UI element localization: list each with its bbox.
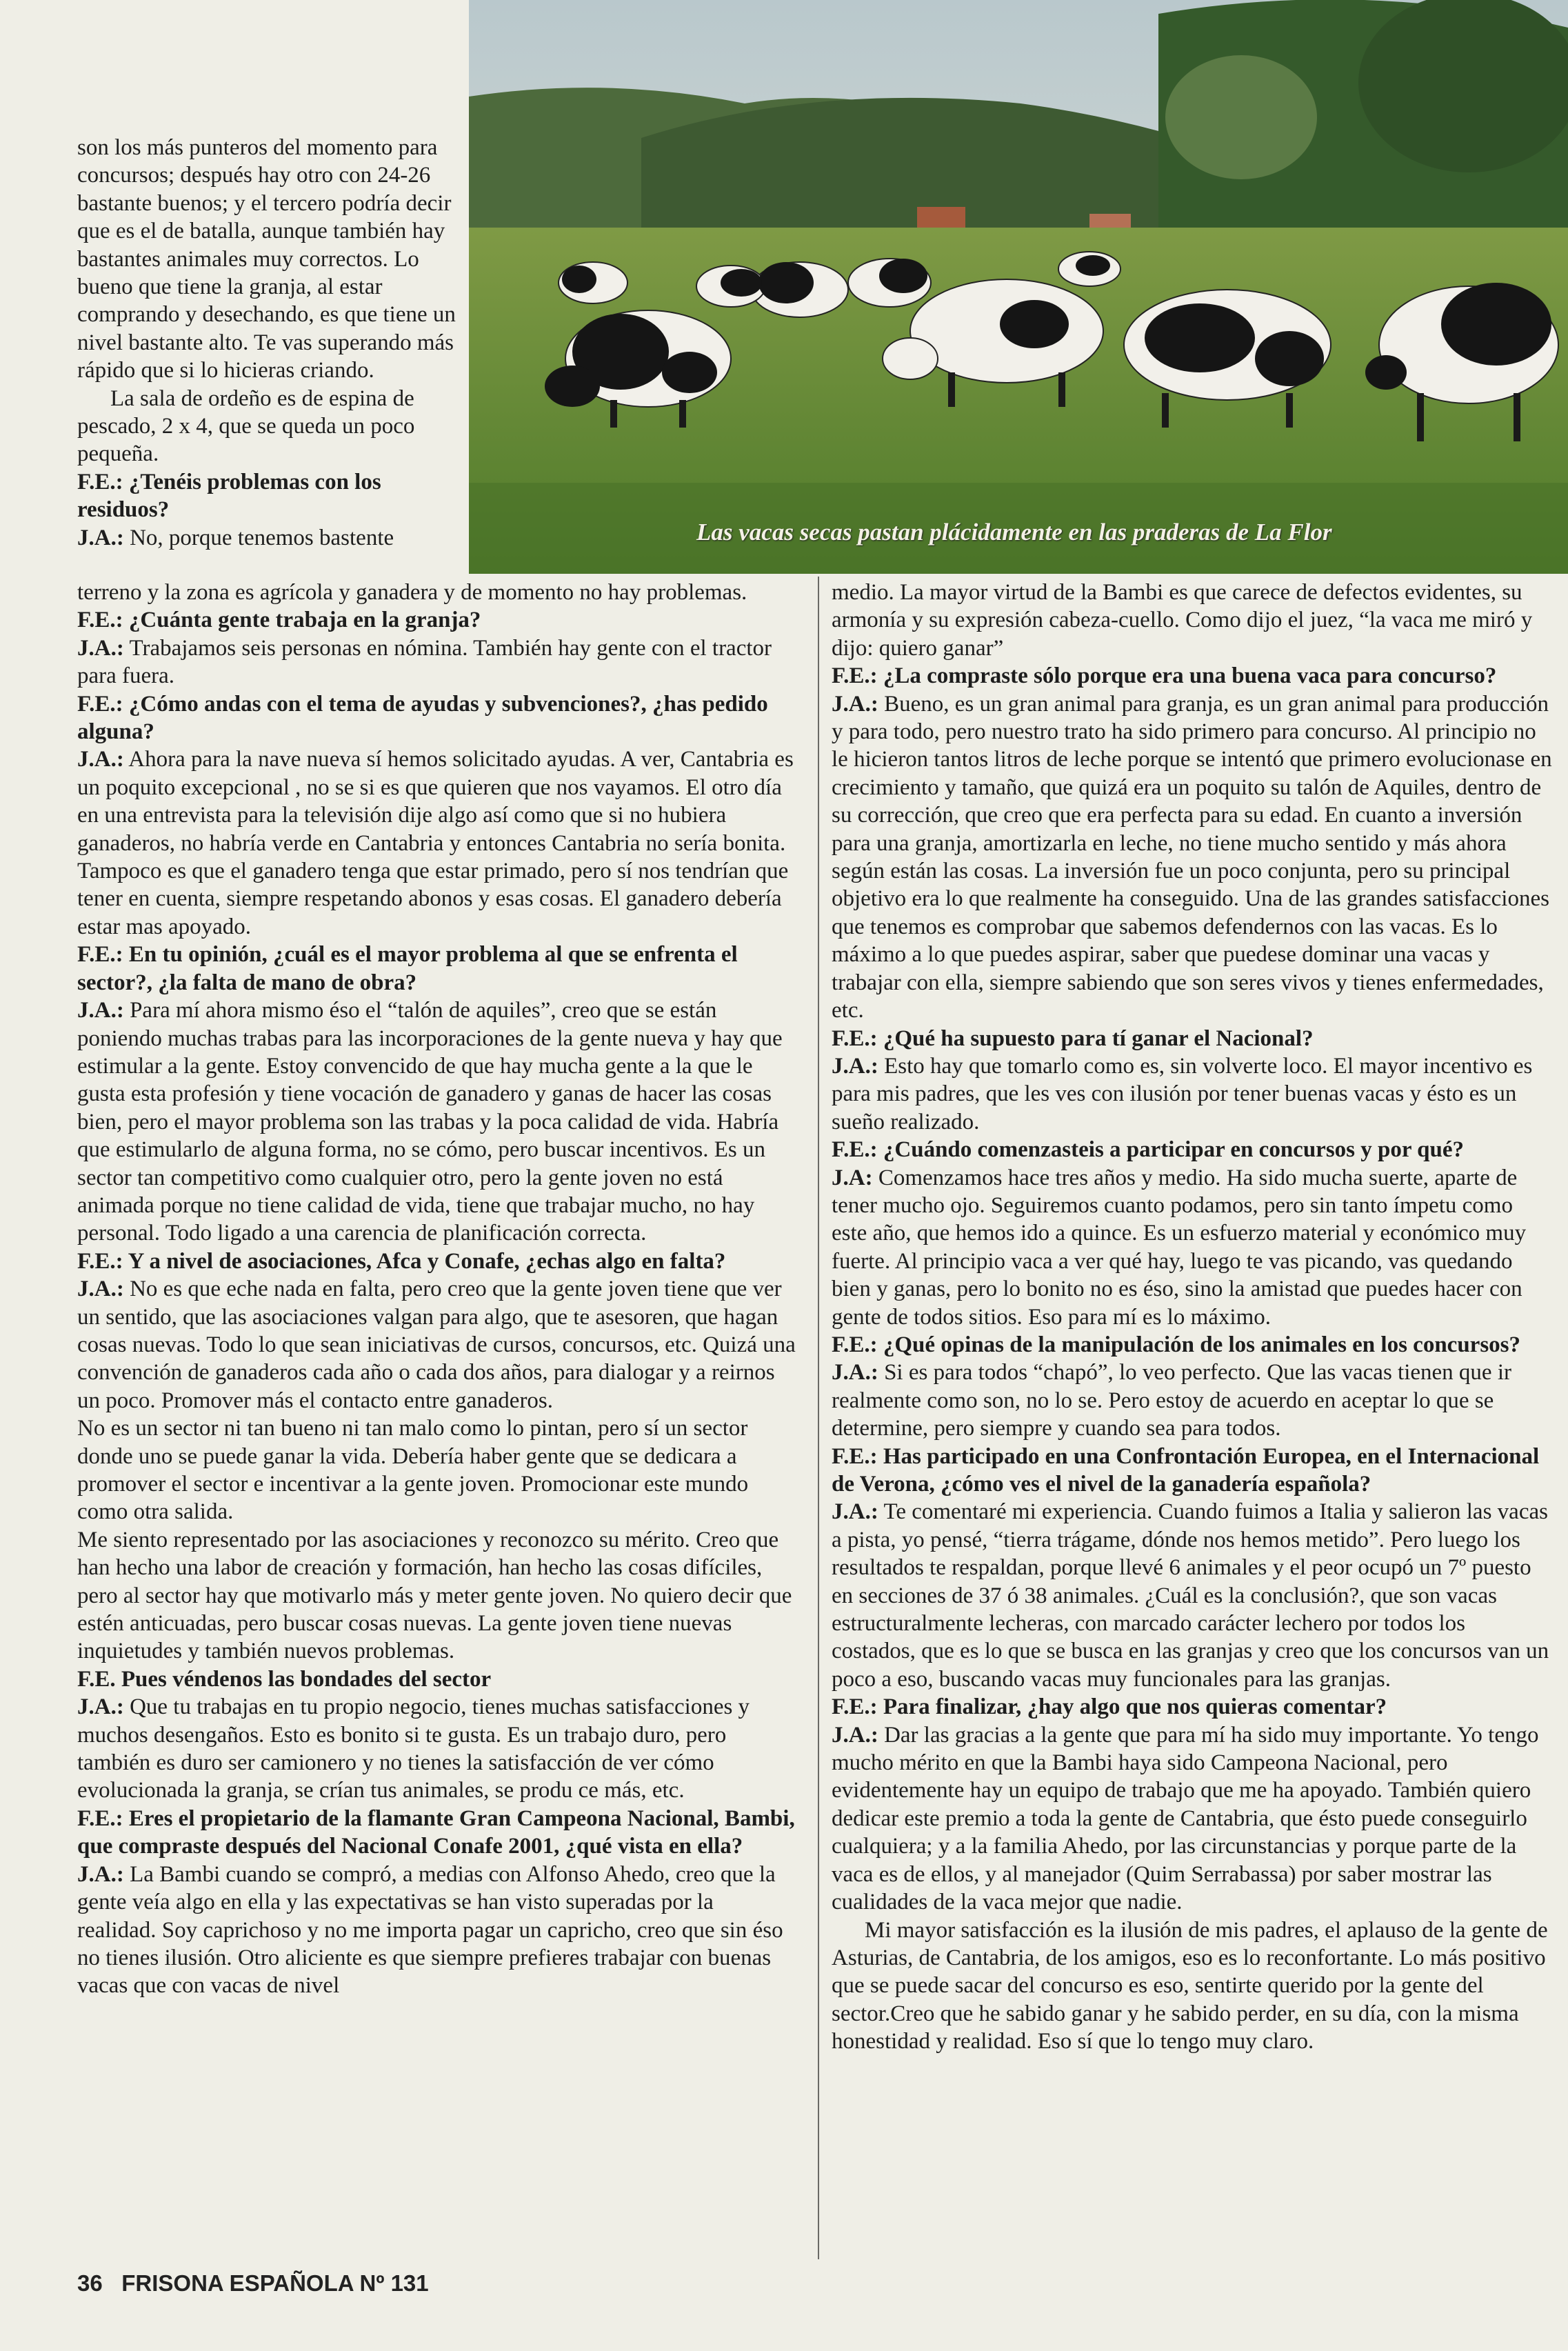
body-paragraph: son los más punteros del momento para concursos; después hay otro con 24-26 bastante buenos; y el tercero podría decir que es el de batalla, aunque también hay bastantes animales muy correctos. Lo bueno que tiene la granja, al estar comprando y desechando, es que tiene un nivel bastante alto. Te vas superando más rápido que si lo hicieras criando. — [77, 135, 456, 383]
column-left-top — [77, 134, 463, 552]
interview-question: F.E.: ¿Cómo andas con el tema de ayudas y subvenciones?, ¿has pedido alguna? — [77, 691, 768, 745]
interview-answer — [832, 1721, 1553, 1917]
answer-text: Te comentaré mi experiencia. Cuando fuimos a Italia y salieron las vacas a pista, yo pensé, “tierra trágame, dónde nos hemos metido”. Pero luego los resultados te respaldan, porque llevé 6 animales y el peor ocupó un 7º puesto en secciones de 37 ó 38 animales. ¿Cuál es la conclusión?, que son vacas estructuralmente lecheras, con marcado carácter lechero por todos los costados, que es lo que se busca en las granjas y creo que los concursos van un poco a eso, buscando vacas muy funcionales para las granjas. — [832, 1499, 1549, 1692]
interview-answer — [77, 524, 463, 552]
interview-answer — [832, 1052, 1553, 1136]
answer-text: Si es para todos “chapó”, lo veo perfecto. Que las vacas tienen que ir realmente como son, no lo se. Pero estoy de acuerdo en aceptar lo que se determine, pero siempre y cuando sea para todos. — [832, 1360, 1511, 1441]
column-left — [77, 579, 796, 2000]
speaker-label: J.A.: — [77, 1277, 124, 1302]
interview-question: F.E.: ¿Cuándo comenzasteis a participar en concursos y por qué? — [832, 1137, 1465, 1163]
interview-answer — [77, 746, 796, 941]
interview-question: F.E.: Has participado en una Confrontación Europea, en el Internacional de Verona, ¿cómo ves el nivel de la ganadería española? — [832, 1443, 1540, 1497]
speaker-label: J.A.: — [77, 998, 124, 1023]
answer-text: Dar las gracias a la gente que para mí ha sido muy importante. Yo tengo mucho mérito en que la Bambi haya sido Campeona Nacional, pero evidentemente hay un equipo de trabajo que me ha apoyado. También quiero dedicar este premio a toda la gente de Cantabria, que ésto puede conseguirlo cualquiera; y a la familia Ahedo, por las circunstancias y porque parte de la vaca es de ellos, y al manejador (Quim Serrabassa) por saber mostrar las cualidades de la vaca mejor que nadie. — [832, 1722, 1539, 1915]
interview-answer — [832, 1164, 1553, 1331]
photo-caption: Las vacas secas pastan plácidamente en las praderas de La Flor — [696, 519, 1332, 546]
interview-answer — [77, 1275, 796, 1414]
answer-text: No, porque tenemos bastente — [123, 525, 394, 550]
interview-answer — [77, 634, 796, 690]
column-divider — [818, 577, 819, 2259]
interview-question: F.E.: ¿Cuánta gente trabaja en la granja? — [77, 608, 481, 633]
publication-name: FRISONA ESPAÑOLA Nº 131 — [121, 2270, 429, 2296]
page-number: 36 — [77, 2270, 103, 2296]
cows-pasture-photo — [469, 0, 1568, 574]
interview-question: F.E. Pues véndenos las bondades del sector — [77, 1666, 492, 1692]
speaker-label: J.A.: — [832, 1499, 878, 1525]
body-paragraph: No es un sector ni tan bueno ni tan malo como lo pintan, pero sí un sector donde uno se puede ganar la vida. Debería haber gente que se dedicara a promover el sector e incentivar a la gente joven. Promocionar este mundo como otra salida. — [77, 1416, 749, 1525]
interview-answer — [832, 1359, 1553, 1442]
answer-text: Comenzamos hace tres años y medio. Ha sido mucha suerte, aparte de tener mucho ojo. Seguiremos cuanto podamos, pero sin tanto ímpetu como este año, que hemos ido a quince. Es un esfuerzo material y económico muy fuerte. Al principio vaca a ver qué hay, luego te vas picando, vas quedando bien y ganas, pero lo bonito no es éso, sino la amistad que puedes hacer con gente de todos sitios. Eso para mí es lo máximo. — [832, 1165, 1527, 1330]
speaker-label: J.A.: — [77, 1694, 124, 1720]
interview-question: F.E.: Para finalizar, ¿hay algo que nos quieras comentar? — [832, 1694, 1387, 1720]
page-footer — [77, 2270, 429, 2297]
speaker-label: J.A.: — [77, 747, 124, 772]
speaker-label: J.A.: — [77, 635, 124, 661]
body-paragraph: terreno y la zona es agrícola y ganadera y de momento no hay problemas. — [77, 580, 747, 605]
interview-question: F.E.: Y a nivel de asociaciones, Afca y Conafe, ¿echas algo en falta? — [77, 1248, 726, 1274]
interview-answer — [832, 1498, 1553, 1693]
speaker-label: J.A.: — [832, 1053, 878, 1079]
answer-text: Bueno, es un gran animal para granja, es un gran animal para producción y para todo, pero nuestro trato ha sido primero para concurso. Al principio no le hicieron tantos litros de leche porque se intentó que primero evolucionase en crecimiento y tamaño, que quizá era un poquito su talón de Aquiles, dentro de su corrección, que creo que era perfecta para su edad. En cuanto a inversión para una granja, amortizarla en leche, no tiene mucho sentido y más ahora según están las cosas. La inversión fue un poco conjunta, pero su principal objetivo era lo que realmente ha conseguido. Una de las grandes satisfacciones que tenemos es comprobar que sabemos defendernos con las vacas. Es lo máximo a lo que puedes aspirar, saber que puedese dominar una vacas y trabajar con ella, siempre sabiendo que son seres vivos y tienes enfermedades, etc. — [832, 691, 1552, 1023]
answer-text: Trabajamos seis personas en nómina. También hay gente con el tractor para fuera. — [77, 635, 772, 689]
answer-text: Ahora para la nave nueva sí hemos solicitado ayudas. A ver, Cantabria es un poquito excepcional , no se si es que quieren que nos vayamos. El otro día en una entrevista para la televisión dije algo así como que si no hubiera ganaderos, no habría verde en Cantabria y entonces Cantabria no sería bonita. Tampoco es que el ganadero tenga que estar primado, pero sí nos tendrían que tener en cuenta, siempre respetando abonos y esas cosas. El ganadero debería estar mas apoyado. — [77, 747, 794, 939]
interview-answer — [77, 1861, 796, 2000]
body-paragraph: medio. La mayor virtud de la Bambi es que carece de defectos evidentes, su armonía y su expresión cabeza-cuello. Como dijo el juez, “la vaca me miró y dijo: quiero ganar” — [832, 580, 1533, 661]
interview-question: F.E.: Eres el propietario de la flamante Gran Campeona Nacional, Bambi, que compraste después del Nacional Conafe 2001, ¿qué vista en ella? — [77, 1805, 795, 1859]
speaker-label: J.A.: — [832, 1722, 878, 1748]
interview-question: F.E.: En tu opinión, ¿cuál es el mayor problema al que se enfrenta el sector?, ¿la falta de mano de obra? — [77, 942, 738, 995]
speaker-label: J.A.: — [77, 525, 124, 550]
answer-text: Esto hay que tomarlo como es, sin volverte loco. El mayor incentivo es para mis padres, que les ves con ilusión por tener buenas vacas y ésto es un sueño realizado. — [832, 1053, 1533, 1134]
answer-text: No es que eche nada en falta, pero creo que la gente joven tiene que ver un sentido, que las asociaciones valgan para algo, que te asesoren, que hagan cosas nuevas. Todo lo que sean iniciativas de cursos, concursos, etc. Quizá una convención de ganaderos cada año o cada dos años, para dialogar y a reirnos un poco. Promover más el contacto entre ganaderos. — [77, 1277, 796, 1413]
interview-answer — [77, 997, 796, 1248]
speaker-label: J.A.: — [832, 1360, 878, 1385]
answer-text: Para mí ahora mismo éso el “talón de aquiles”, creo que se están poniendo muchas trabas para las incorporaciones de la gente nueva y hay que estimular a la gente. Estoy convencido de que hay mucha gente a la que le gusta esta profesión y tiene vocación de ganadero y ganas de hacer las cosas bien, pero el mayor problema son las trabas y la poca calidad de vida. Habría que estimularlo de alguna forma, no se cómo, pero buscar incentivos. Es un sector tan competitivo como cualquier otro, pero la gente joven no está animada porque no tiene calidad de vida, tiene que trabajar mucho, no hay personal. Todo ligado a una carencia de planificación correcta. — [77, 998, 783, 1246]
speaker-label: J.A.: — [832, 691, 878, 717]
speaker-label: J.A: — [832, 1165, 873, 1190]
interview-question: F.E.: ¿Qué opinas de la manipulación de los animales en los concursos? — [832, 1332, 1521, 1357]
answer-text: La Bambi cuando se compró, a medias con Alfonso Ahedo, creo que la gente veía algo en ella y las expectativas se han visto superadas por la realidad. Soy caprichoso y no me importa pagar un capricho, creo que sin éso no tienes ilusión. Otro aliciente es que siempre prefieres trabajar con buenas vacas que con vacas de nivel — [77, 1861, 783, 1999]
interview-question: F.E.: ¿Qué ha supuesto para tí ganar el Nacional? — [832, 1026, 1314, 1051]
body-paragraph: Mi mayor satisfacción es la ilusión de mis padres, el aplauso de la gente de Asturias, de Cantabria, de los amigos, eso es lo reconfortante. Lo más positivo que se puede sacar del concurso es eso, sentirte querido por la gente del sector.Creo que he sabido ganar y he sabido perder, en su día, con la misma honestidad y realidad. Eso sí que lo tengo muy claro. — [832, 1917, 1548, 2054]
interview-question: F.E.: ¿La compraste sólo porque era una buena vaca para concurso? — [832, 663, 1497, 689]
column-right — [832, 579, 1553, 2056]
interview-question: F.E.: ¿Tenéis problemas con los residuos? — [77, 469, 381, 523]
speaker-label: J.A.: — [77, 1861, 124, 1887]
body-paragraph: La sala de ordeño es de espina de pescado, 2 x 4, que se queda un poco pequeña. — [77, 386, 415, 467]
interview-answer — [77, 1693, 796, 1805]
answer-text: Que tu trabajas en tu propio negocio, tienes muchas satisfacciones y muchos desengaños. Esto es bonito si te gusta. Es un trabajo duro, pero también es duro ser camionero y no tienes la satisfacción de ver cómo evolucionada la granja, se crían tus animales, se produ ce más, etc. — [77, 1694, 750, 1803]
interview-answer — [832, 690, 1553, 1025]
body-paragraph: Me siento representado por las asociaciones y reconozco su mérito. Creo que han hecho una labor de creación y formación, han hecho las cosas difíciles, pero al sector hay que motivarlo más y meter gente joven. No quiero decir que estén anticuadas, pero buscar cosas nuevas. La gente joven tiene nuevas inquietudes y también nuevos problemas. — [77, 1527, 792, 1664]
